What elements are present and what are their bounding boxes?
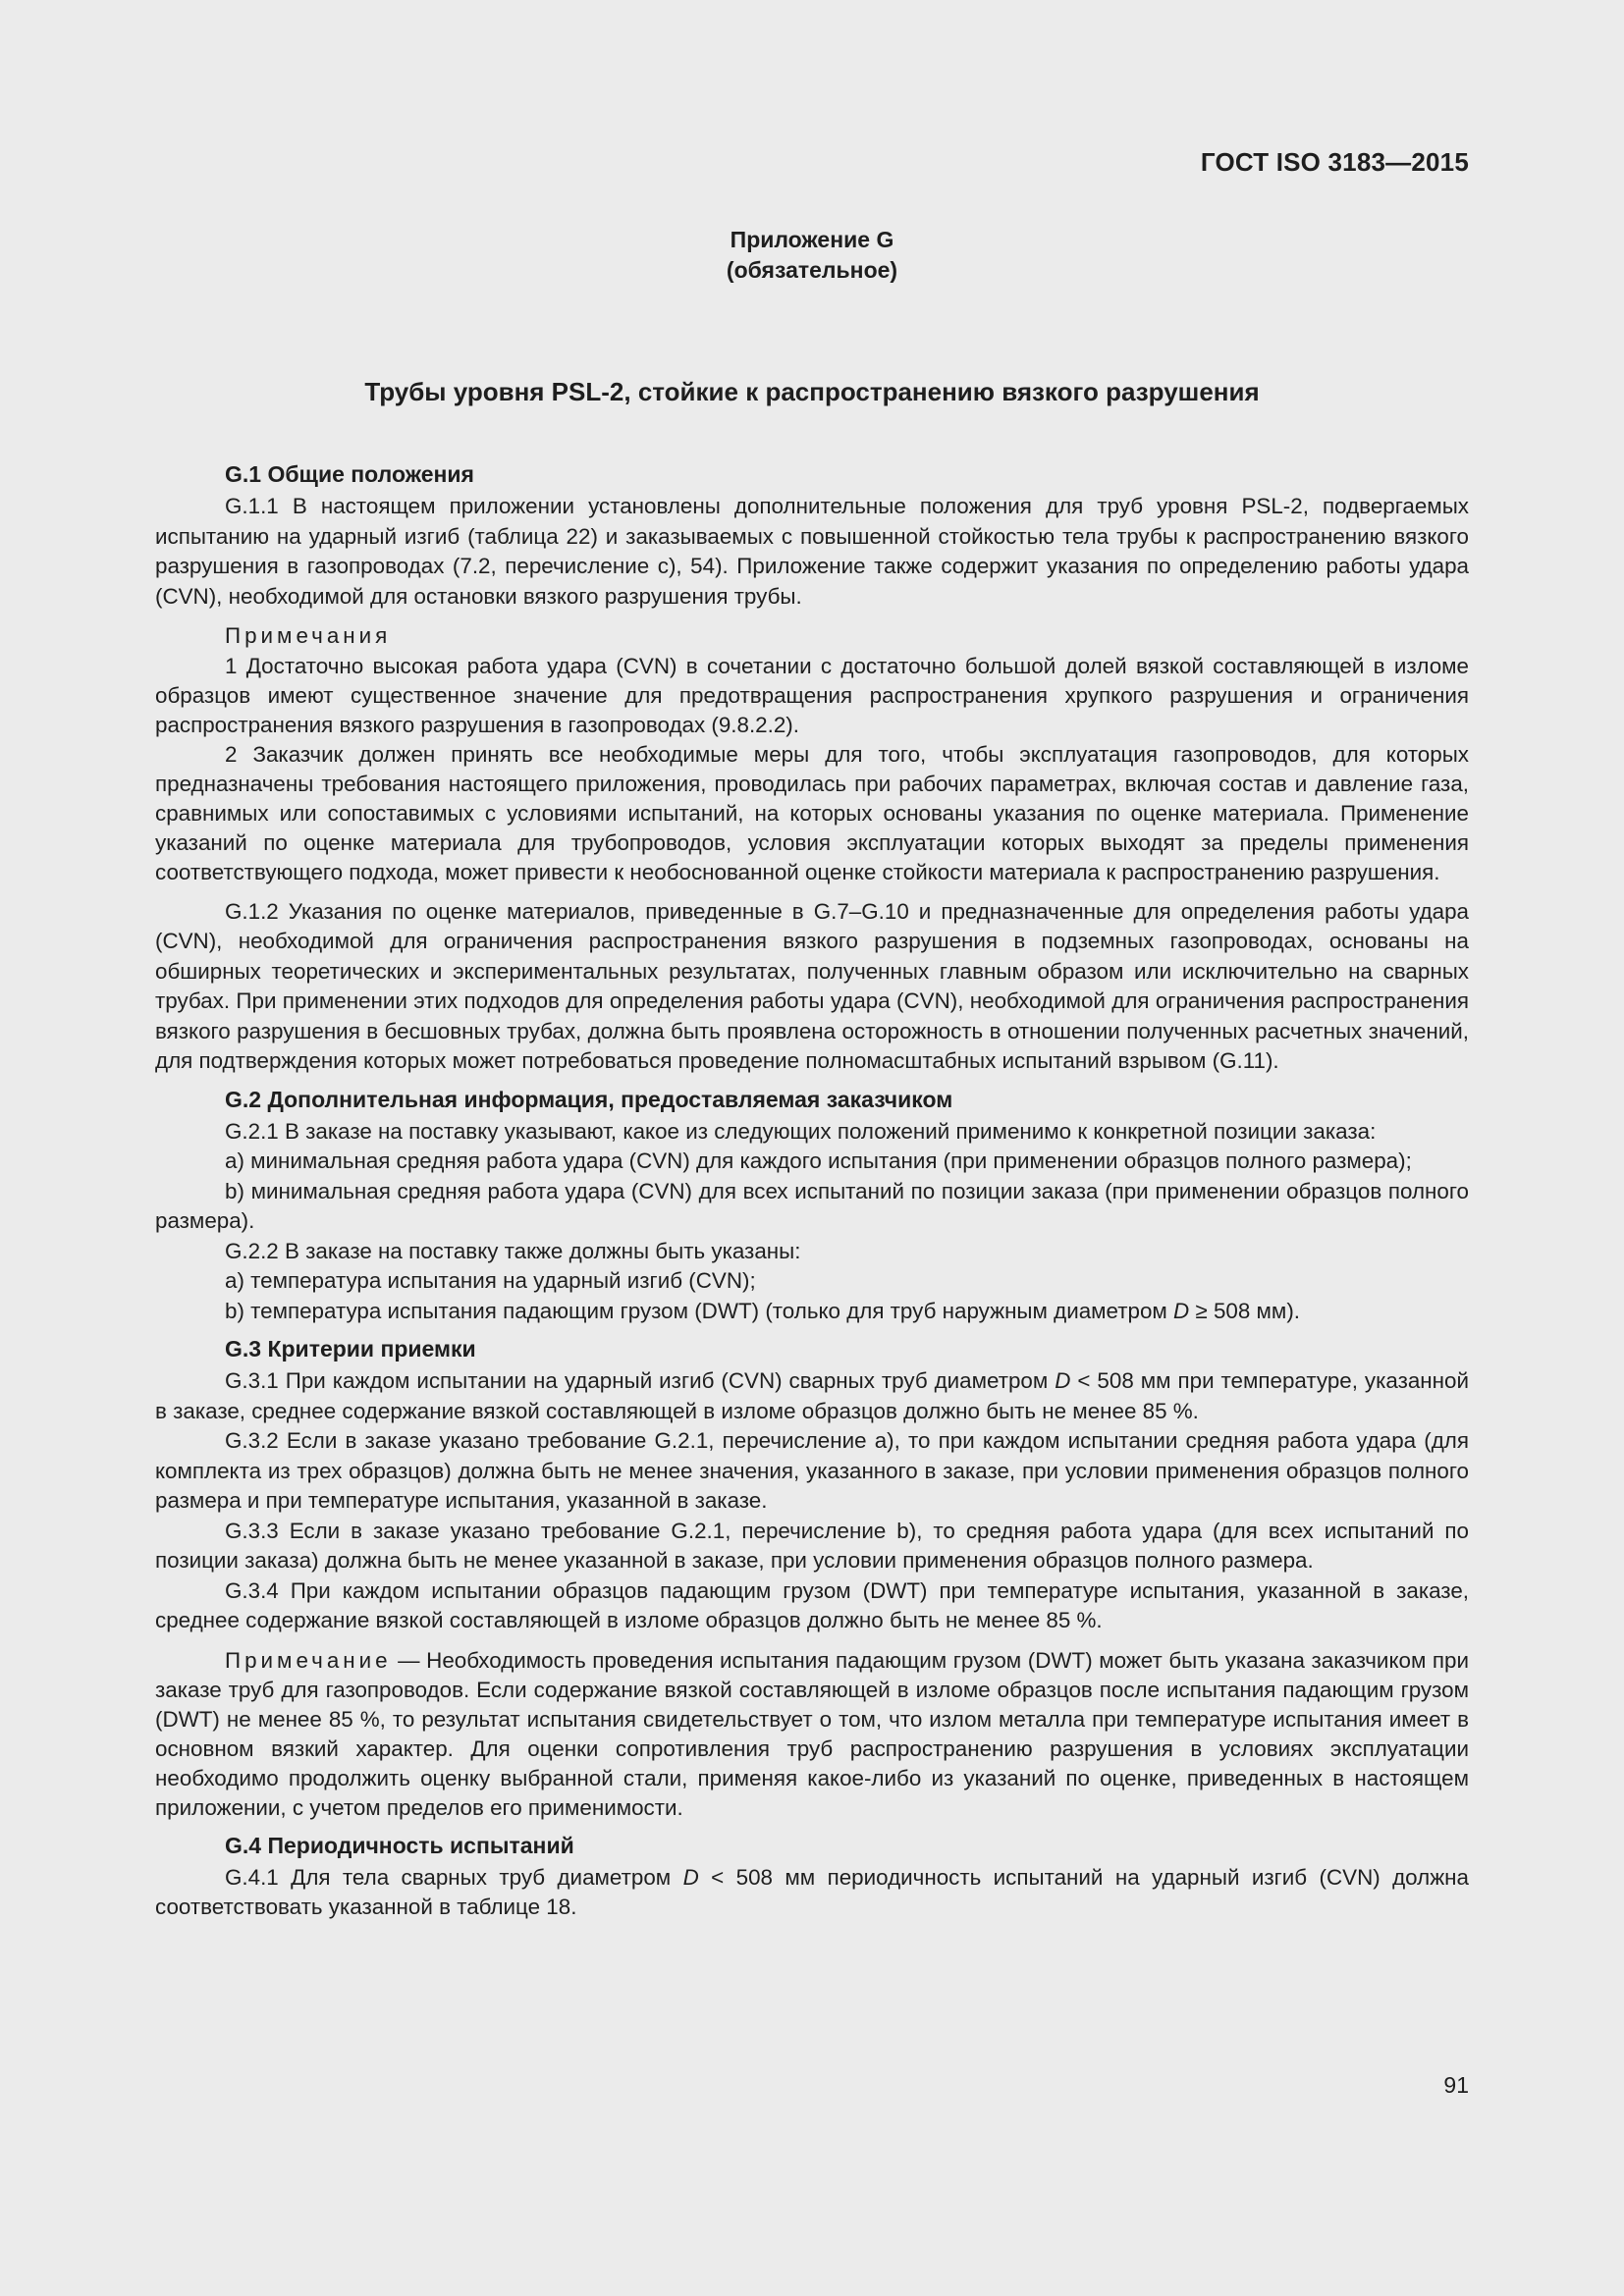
section-g1-paragraph-1: G.1.1 В настоящем приложении установлены дополнительные положения для труб уровня PSL-2, подвергаемых испытанию на ударный изгиб (таблица 22) и заказываемых с повышенной стойкостью тела трубы к распространению вязкого разрушения в газопроводах (7.2, перечисление с), 54). Приложение также содержит указания по определению работы удара (CVN), необходимой для остановки вязкого разрушения трубы.: [155, 494, 1469, 609]
document-body: [155, 452, 1469, 1923]
appendix-heading: [0, 225, 1624, 286]
section-g2-item-a2: a) температура испытания на ударный изгиб (CVN);: [225, 1268, 756, 1293]
g41-prefix: G.4.1 Для тела сварных труб диаметром: [225, 1864, 683, 1890]
section-g1-paragraph-2: G.1.2 Указания по оценке материалов, приведенные в G.7–G.10 и предназначенные для определения работы удара (CVN), необходимой для ограничения распространения вязкого разрушения в подземных газопроводах, основаны на обширных теоретических и экспериментальных результатах, полученных главным образом или исключительно на сварных трубах. При применении этих подходов для определения работы удара (CVN), необходимой для ограничения распространения вязкого разрушения в бесшовных трубах, должна быть проявлена осторожность в отношении полученных расчетных значений, для подтверждения которых может потребоваться проведение полномасштабных испытаний взрывом (G.11).: [155, 898, 1469, 1073]
section-g3-paragraph-3: G.3.3 Если в заказе указано требование G.2.1, перечисление b), то средняя работа удара (для всех испытаний по позиции заказа) должна быть не менее указанной в заказе, при условии применения образцов полного размера.: [155, 1518, 1469, 1573]
section-g2-heading: G.2 Дополнительная информация, предоставляемая заказчиком: [225, 1086, 953, 1112]
section-g3-heading: G.3 Критерии приемки: [225, 1336, 476, 1362]
section-g2-paragraph-1: G.2.1 В заказе на поставку указывают, какое из следующих положений применимо к конкретной позиции заказа:: [225, 1118, 1377, 1144]
notes-label: Примечания: [225, 623, 392, 648]
g31-suffix: < 508 мм при температуре, указанной в заказе, среднее содержание вязкой составляющей в изломе образцов должно быть не менее 85 %.: [155, 1368, 1470, 1423]
section-g2-item-b1: b) минимальная средняя работа удара (CVN) для всех испытаний по позиции заказа (при применении образцов полного размера).: [155, 1178, 1469, 1233]
note-1: 1 Достаточно высокая работа удара (CVN) в сочетании с достаточно большой долей вязкой составляющей в изломе образцов имеют существенное значение для предотвращения распространения хрупкого разрушения и ограничения распространения вязкого разрушения в газопроводах (9.8.2.2).: [155, 653, 1469, 737]
diameter-variable: D: [682, 1864, 699, 1890]
diameter-variable: D: [1173, 1298, 1190, 1323]
appendix-status: (обязательное): [726, 257, 898, 283]
section-g2-item-b2: [155, 1297, 1469, 1327]
section-g2-item-a1: a) минимальная средняя работа удара (CVN) для каждого испытания (при применении образцов полного размера);: [225, 1148, 1412, 1173]
section-g3-paragraph-4: G.3.4 При каждом испытании образцов падающим грузом (DWT) при температуре испытания, указанной в заказе, среднее содержание вязкой составляющей в изломе образцов должно быть не менее 85 %.: [155, 1577, 1469, 1632]
page-number: 91: [1443, 2072, 1469, 2098]
standard-code: ГОСТ ISO 3183—2015: [1200, 147, 1469, 177]
b2-prefix: b) температура испытания падающим грузом (DWT) (только для труб наружным диаметром: [225, 1298, 1174, 1323]
g41-suffix: < 508 мм периодичность испытаний на ударный изгиб (CVN) должна соответствовать указанной в таблице 18.: [155, 1864, 1470, 1919]
b2-suffix: ≥ 508 мм).: [1189, 1298, 1300, 1323]
note-text: — Необходимость проведения испытания падающим грузом (DWT) может быть указана заказчиком при заказе труб для газопроводов. Если содержание вязкой составляющей в изломе образцов после испытания падающим грузом (DWT) не менее 85 %, то результат испытания свидетельствует о том, что излом металла при температуре испытания имеет в основном вязкий характер. Для оценки сопротивления труб распространению разрушения в условиях эксплуатации необходимо продолжить оценку выбранной стали, применяя какое-либо из указаний по оценке, приведенных в настоящем приложении, с учетом пределов его применимости.: [155, 1647, 1469, 1820]
section-g3-paragraph-1: [155, 1366, 1469, 1426]
note-2: 2 Заказчик должен принять все необходимые меры для того, чтобы эксплуатация газопроводов, для которых предназначены требования настоящего приложения, проводилась при рабочих параметрах, включая состав и давление газа, сравнимых или сопоставимых с условиями испытаний, на которых основаны указания по оценке материала. Применение указаний по оценке материала для трубопроводов, условия эксплуатации которых выходят за пределы применения соответствующего подхода, может привести к необоснованной оценке стойкости материала к распространению разрушения.: [155, 741, 1469, 884]
section-g1-heading: G.1 Общие положения: [225, 461, 474, 487]
section-g1-notes: [155, 621, 1469, 887]
section-g2-paragraph-2: G.2.2 В заказе на поставку также должны быть указаны:: [225, 1238, 801, 1263]
section-g4-paragraph-1: [155, 1863, 1469, 1923]
note-label: Примечание: [225, 1647, 392, 1673]
section-g3-note: [155, 1646, 1469, 1823]
section-g3-paragraph-2: G.3.2 Если в заказе указано требование G.2.1, перечисление a), то при каждом испытании средняя работа удара (для комплекта из трех образцов) должна быть не менее значения, указанного в заказе, при условии применения образцов полного размера и при температуре испытания, указанной в заказе.: [155, 1428, 1469, 1513]
section-g4-heading: G.4 Периодичность испытаний: [225, 1832, 574, 1858]
diameter-variable: D: [1055, 1368, 1071, 1393]
document-title: Трубы уровня PSL-2, стойкие к распространению вязкого разрушения: [364, 377, 1260, 406]
g31-prefix: G.3.1 При каждом испытании на ударный изгиб (CVN) сварных труб диаметром: [225, 1368, 1056, 1393]
appendix-title: Приложение G: [730, 227, 894, 252]
